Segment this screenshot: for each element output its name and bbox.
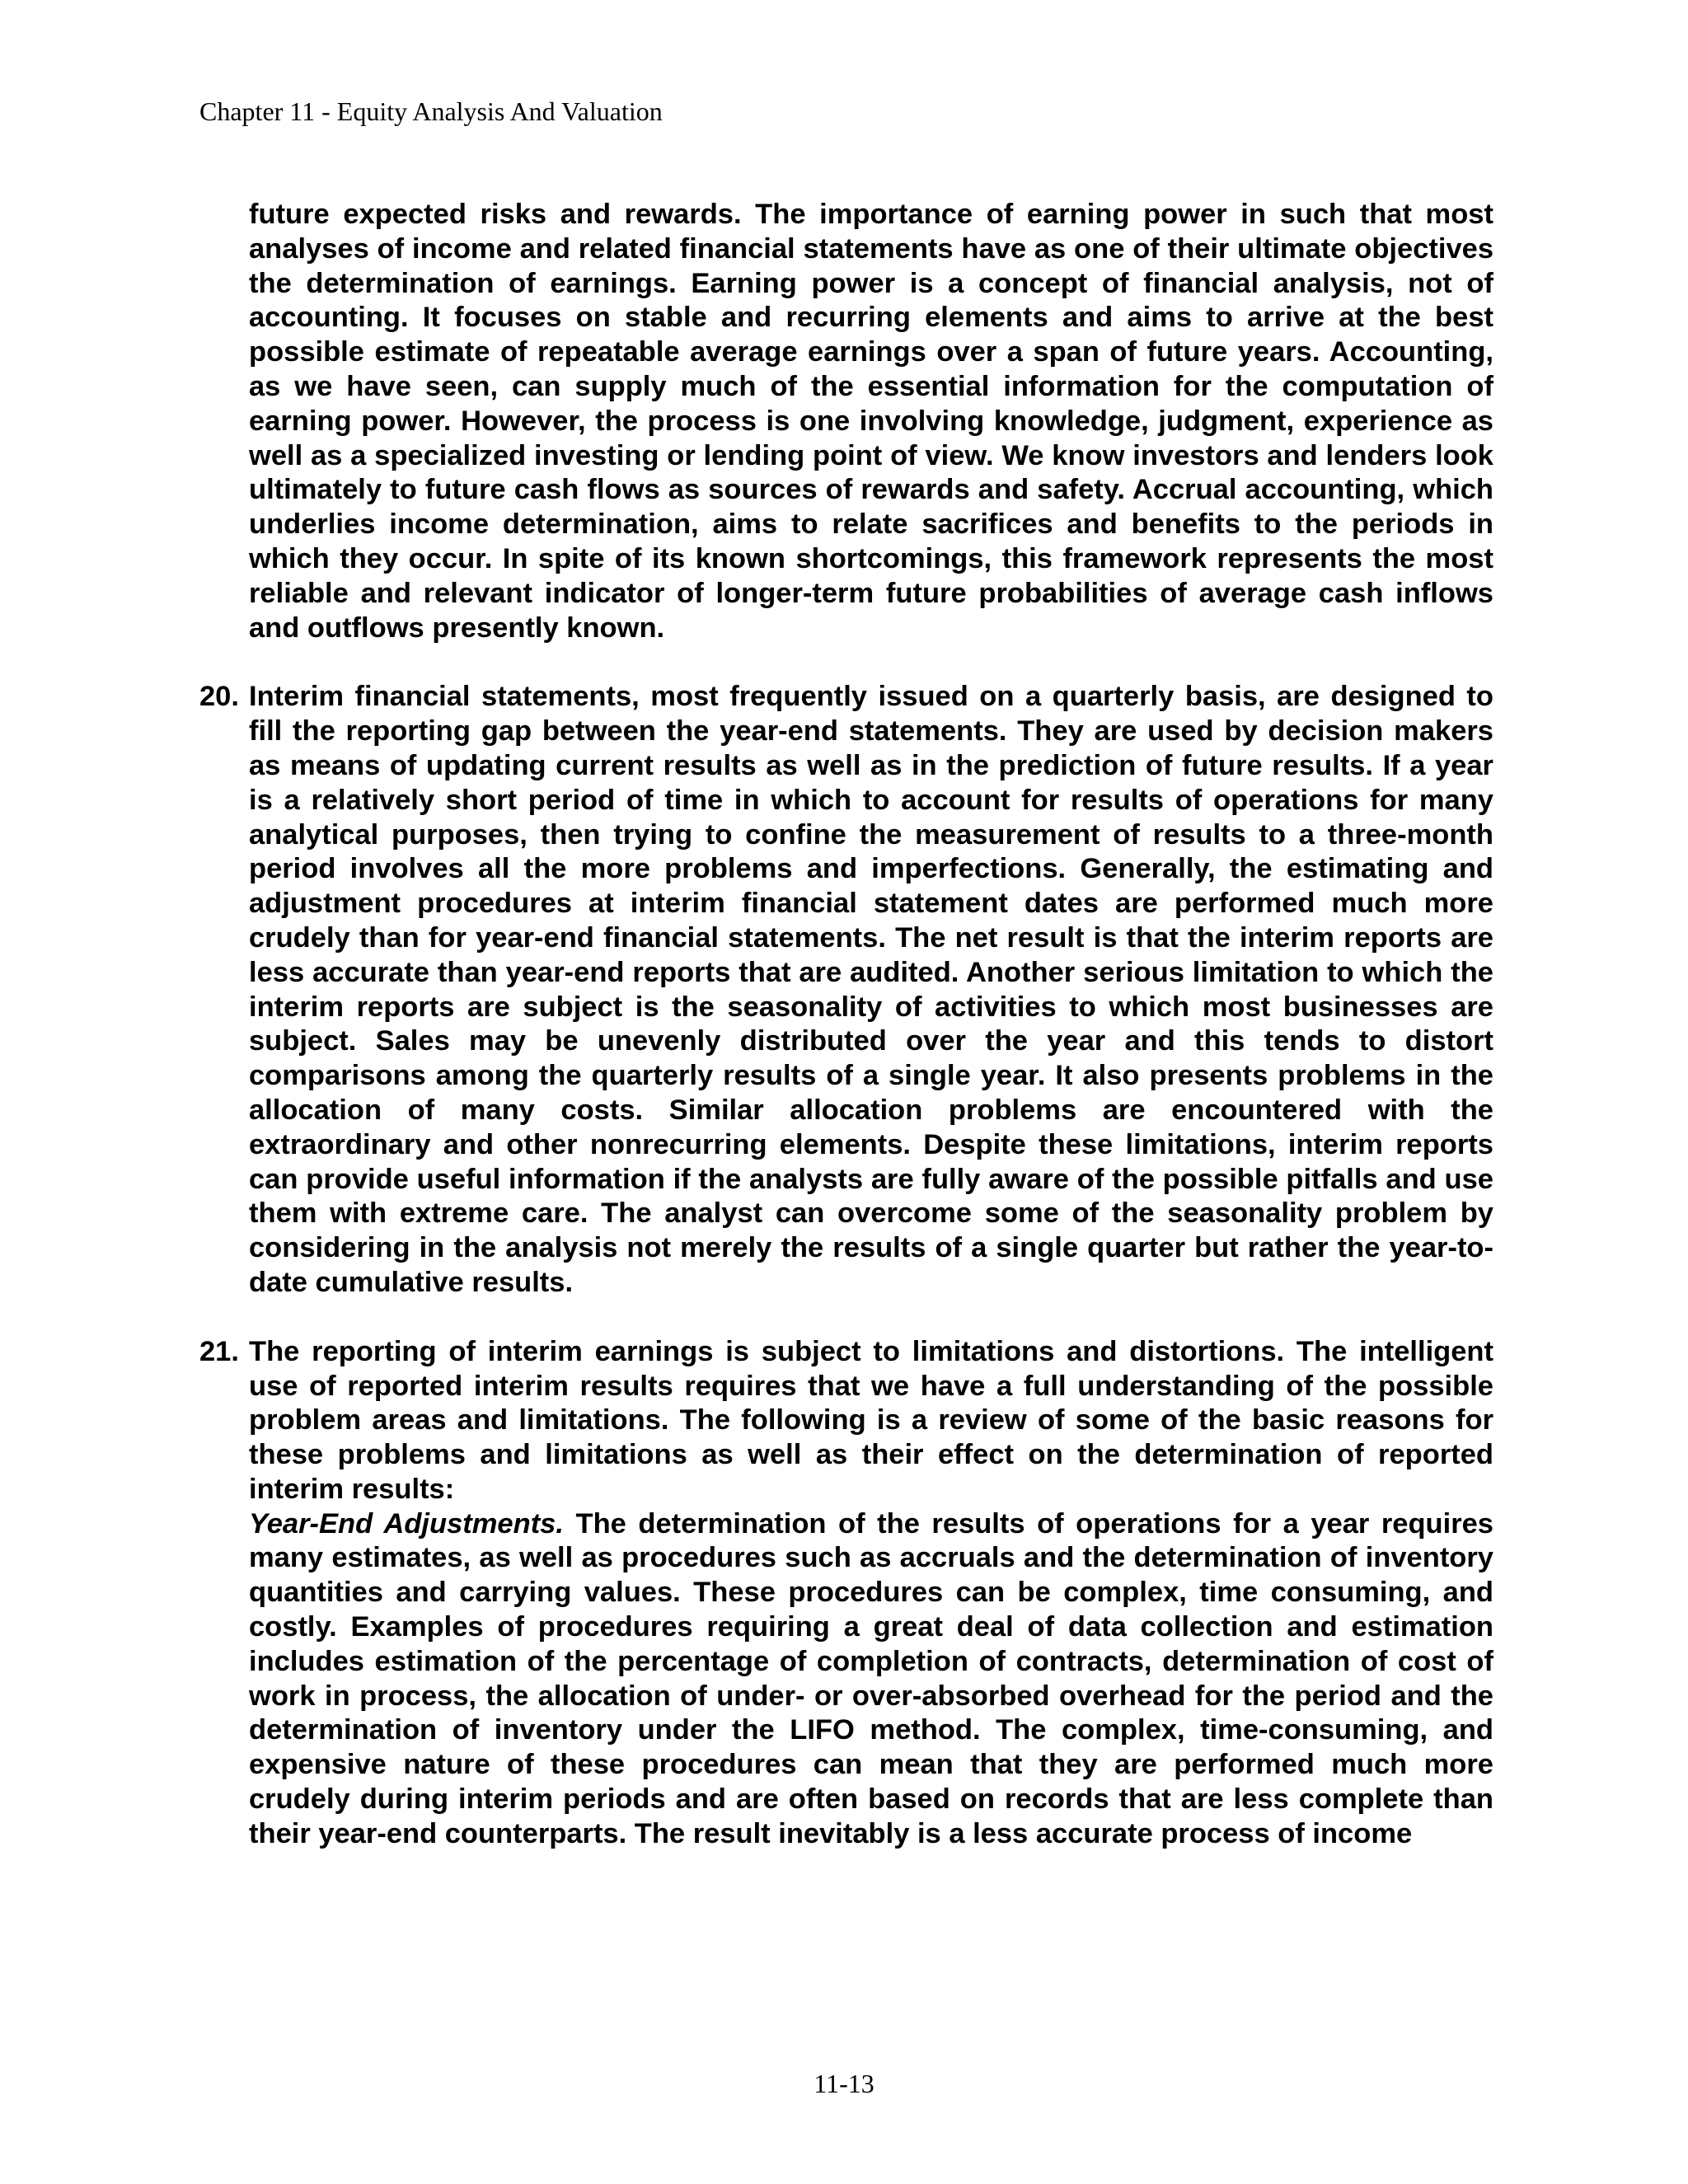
item-number: 21. — [199, 1335, 239, 1367]
item-number: 20. — [199, 681, 239, 713]
sub-heading: Year-End Adjustments. — [249, 1507, 564, 1540]
continuation-paragraph: future expected risks and rewards. The importance of earning power in such that most analyses of income and related financial statements have as one of their ultimate objectives the determination of earnings. Earning power is a concept of financial analysis, not of accounting. It focuses on stable and recurring elements and aims to arrive at the best possible estimate of repeatable average earnings over a span of future years. Accounting, as we have seen, can supply much of the essential information for the computation of earning power. However, the process is one involving knowledge, judgment, experience as well as a specialized investing or lending point of view. We know investors and lenders look ultimately to future cash flows as sources of rewards and safety. Accrual accounting, which underlies income determination, aims to relate sacrifices and benefits to the periods in which they occur. In spite of its known shortcomings, this framework represents the most reliable and relevant indicator of longer-term future probabilities of average cash inflows and outflows presently known. — [249, 199, 1493, 644]
item-text: The reporting of interim earnings is subject to limitations and distortions. The intelligent use of reported interim results requires that we have a full understanding of the possible problem areas and limitations. The following is a review of some of the basic reasons for these problems and limitations as well as their effect on the determination of reported interim results: — [249, 1335, 1493, 1505]
sub-section-text: The determination of the results of operations for a year requires many estimates, as well as procedures such as accruals and the determination of inventory quantities and carrying values. These procedures can be complex, time consuming, and costly. Examples of procedures requiring a great deal of data collection and estimation includes estimation of the percentage of completion of contracts, determination of cost of work in process, the allocation of under- or over-absorbed overhead for the period and the determination of inventory under the LIFO method. The complex, time-consuming, and expensive nature of these procedures can mean that they are performed much more crudely during interim periods and are often based on records that are less complete than their year-end counterparts. The result inevitably is a less accurate process of income — [249, 1507, 1493, 1849]
page-body — [199, 198, 1493, 1852]
sub-section-paragraph — [249, 1507, 1493, 1852]
list-item-20 — [199, 680, 1493, 1300]
item-text: Interim financial statements, most frequently issued on a quarterly basis, are designed to fill the reporting gap between the year-end statements. They are used by decision makers as means of updating current results as well as in the prediction of future results. If a year is a relatively short period of time in which to account for results of operations for many analytical purposes, then trying to confine the measurement of results to a three-month period involves all the more problems and imperfections. Generally, the estimating and adjustment procedures at interim financial statement dates are performed much more crudely than for year-end financial statements. The net result is that the interim reports are less accurate than year-end reports that are audited. Another serious limitation to which the interim reports are subject is the seasonality of activities to which most businesses are subject. Sales may be unevenly distributed over the year and this tends to distort comparisons among the quarterly results of a single year. It also presents problems in the allocation of many costs. Similar allocation problems are encountered with the extraordinary and other nonrecurring elements. Despite these limitations, interim reports can provide useful information if the analysts are fully aware of the possible pitfalls and use them with extreme care. The analyst can overcome some of the seasonality problem by considering in the analysis not merely the results of a single quarter but rather the year-to-date cumulative results. — [249, 681, 1493, 1298]
page-number: 11-13 — [814, 2069, 874, 2098]
item-body — [249, 1335, 1493, 1852]
chapter-header: Chapter 11 - Equity Analysis And Valuation — [199, 96, 663, 126]
list-item-21 — [199, 1335, 1493, 1852]
